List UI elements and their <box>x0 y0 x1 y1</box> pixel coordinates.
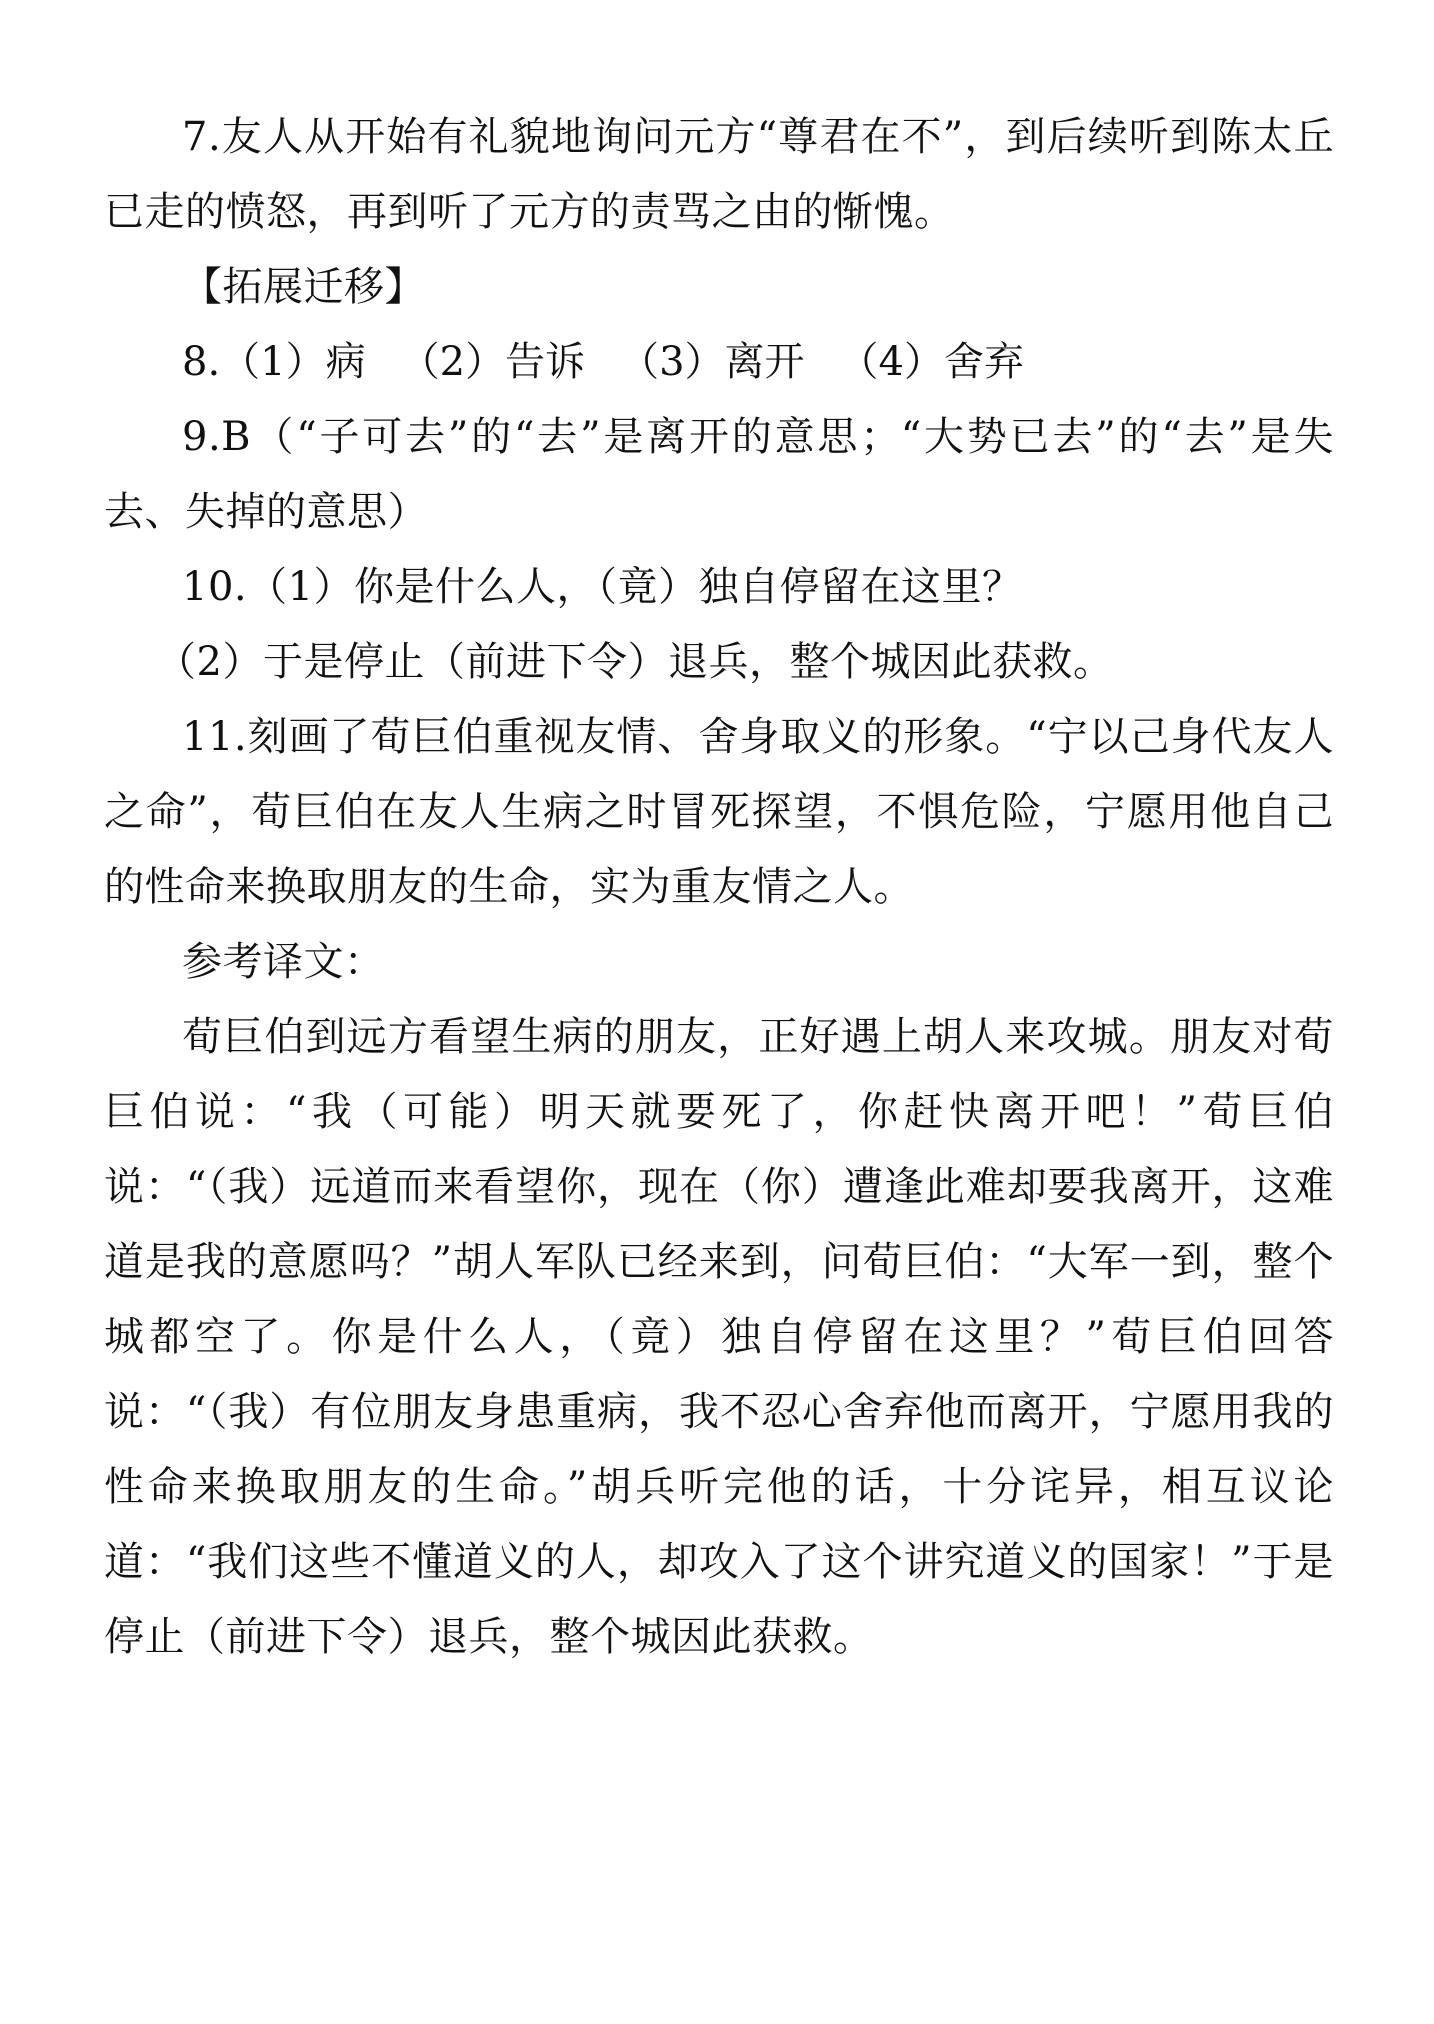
translation-label: 参考译文： <box>182 939 385 985</box>
answer-10-line-1: 10.（1）你是什么人，（竟）独自停留在这里？ <box>182 564 1023 610</box>
translation-text: 荀巨伯到远方看望生病的朋友，正好遇上胡人来攻城。朋友对荀巨伯说：“我（可能）明天就要死了，你赶快离开吧！”荀巨伯说：“（我）远道而来看望你，现在（你）遭逢此难却要我离开，这难道是我的意愿吗？”胡人军队已经来到，问荀巨伯：“大军一到，整个城都空了。你是什么人，（竟）独自停留在这里？”荀巨伯回答说：“（我）有位朋友身患重病，我不忍心舍弃他而离开，宁愿用我的性命来换取朋友的生命。”胡兵听完他的话，十分诧异，相互议论道：“我们这些不懂道义的人，却攻入了这个讲究道义的国家！”于是停止（前进下令）退兵，整个城因此获救。 <box>104 1014 1334 1660</box>
answer-8 <box>104 325 1334 400</box>
document-page <box>104 100 1334 1675</box>
answer-8-item-2: （2）告诉 <box>399 339 586 385</box>
answer-8-number: 8. <box>182 339 221 385</box>
answer-8-item-1: （1）病 <box>220 339 366 385</box>
answer-8-item-3: （3）离开 <box>619 339 805 385</box>
section-heading: 【拓展迁移】 <box>182 264 425 310</box>
answer-8-item-4: （4）舍弃 <box>838 339 1024 385</box>
answer-10-line-2: （2）于是停止（前进下令）退兵，整个城因此获救。 <box>156 639 1114 685</box>
answer-7: 7.友人从开始有礼貌地询问元方“尊君在不”，到后续听到陈太丘已走的愤怒，再到听了元方的责骂之由的惭愧。 <box>104 114 1334 235</box>
answer-11: 11.刻画了荀巨伯重视友情、舍身取义的形象。“宁以己身代友人之命”，荀巨伯在友人生病之时冒死探望，不惧危险，宁愿用他自己的性命来换取朋友的生命，实为重友情之人。 <box>104 714 1334 910</box>
answer-9: 9.B（“子可去”的“去”是离开的意思；“大势已去”的“去”是失去、失掉的意思） <box>104 414 1334 535</box>
